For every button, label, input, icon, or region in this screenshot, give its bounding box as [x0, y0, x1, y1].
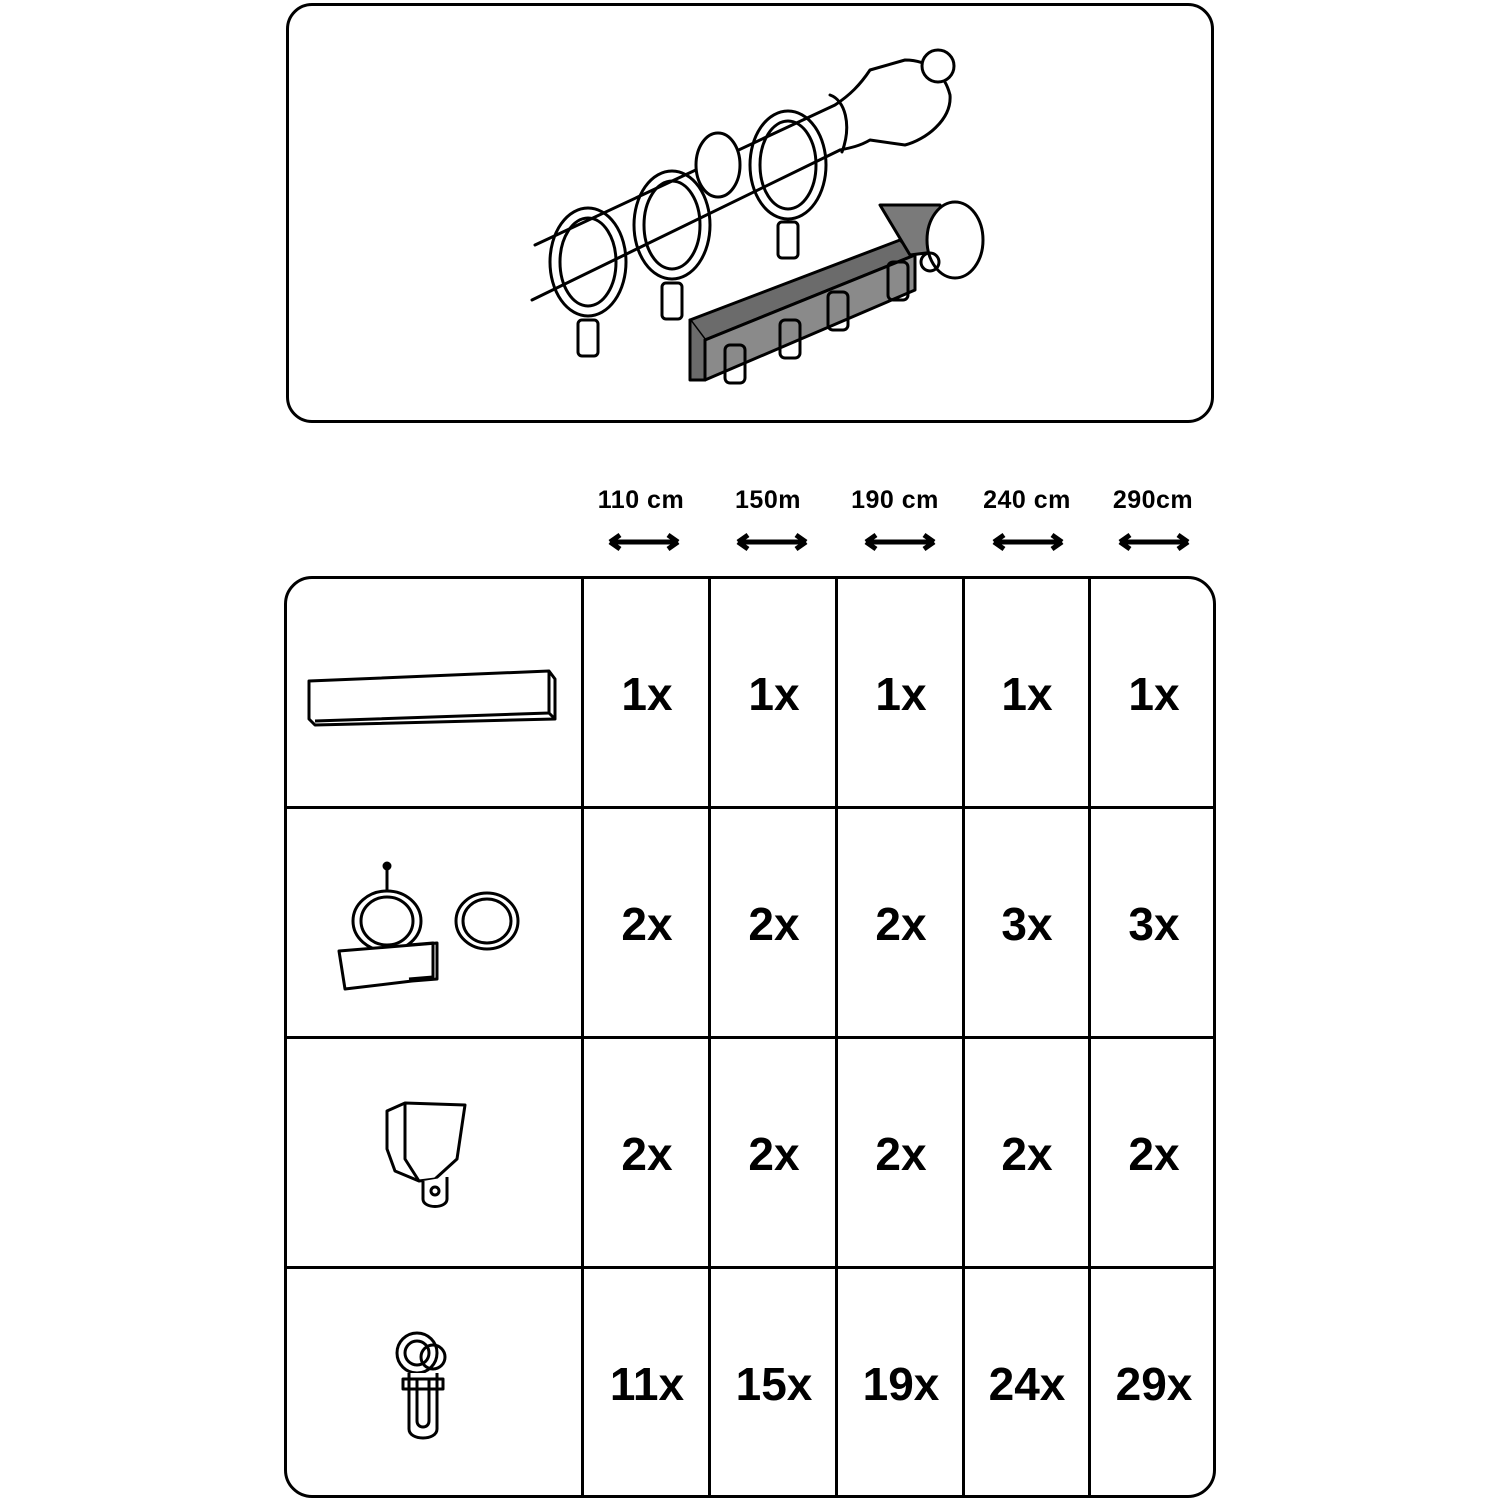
glider-hook-icon — [287, 1269, 583, 1497]
qty-cell: 1x — [621, 668, 673, 720]
qty-cell: 2x — [748, 898, 800, 950]
qty-cell: 2x — [621, 898, 673, 950]
column-header-3: 190 cm — [851, 486, 939, 514]
column-header-5: 290cm — [1112, 486, 1194, 514]
qty-cell: 2x — [875, 898, 927, 950]
qty-cell: 11x — [609, 1358, 685, 1410]
qty-cell: 2x — [875, 1128, 927, 1180]
qty-cell: 2x — [1128, 1128, 1180, 1180]
qty-cell: 2x — [748, 1128, 800, 1180]
qty-cell: 3x — [1128, 898, 1180, 950]
bracket-ring-icon — [287, 809, 583, 1037]
qty-cell: 1x — [1001, 668, 1053, 720]
qty-cell: 19x — [862, 1358, 940, 1410]
length-arrow-icon — [1116, 530, 1192, 554]
qty-cell: 29x — [1115, 1358, 1193, 1410]
qty-cell: 24x — [988, 1358, 1066, 1410]
qty-cell: 1x — [1128, 668, 1180, 720]
qty-cell: 2x — [1001, 1128, 1053, 1180]
column-header-1: 110 cm — [597, 486, 685, 514]
qty-cell: 15x — [735, 1358, 813, 1410]
qty-cell: 2x — [621, 1128, 673, 1180]
length-arrow-icon — [734, 530, 810, 554]
end-cap-icon — [287, 1039, 583, 1267]
qty-cell: 1x — [748, 668, 800, 720]
qty-cell: 1x — [875, 668, 927, 720]
qty-cell: 3x — [1001, 898, 1053, 950]
length-arrow-icon — [862, 530, 938, 554]
column-header-2: 150m — [735, 486, 801, 514]
length-arrow-icon — [606, 530, 682, 554]
curtain-rod-illustration-icon — [0, 0, 1500, 440]
length-arrow-icon — [990, 530, 1066, 554]
rail-icon — [287, 579, 583, 807]
column-header-4: 240 cm — [983, 486, 1071, 514]
